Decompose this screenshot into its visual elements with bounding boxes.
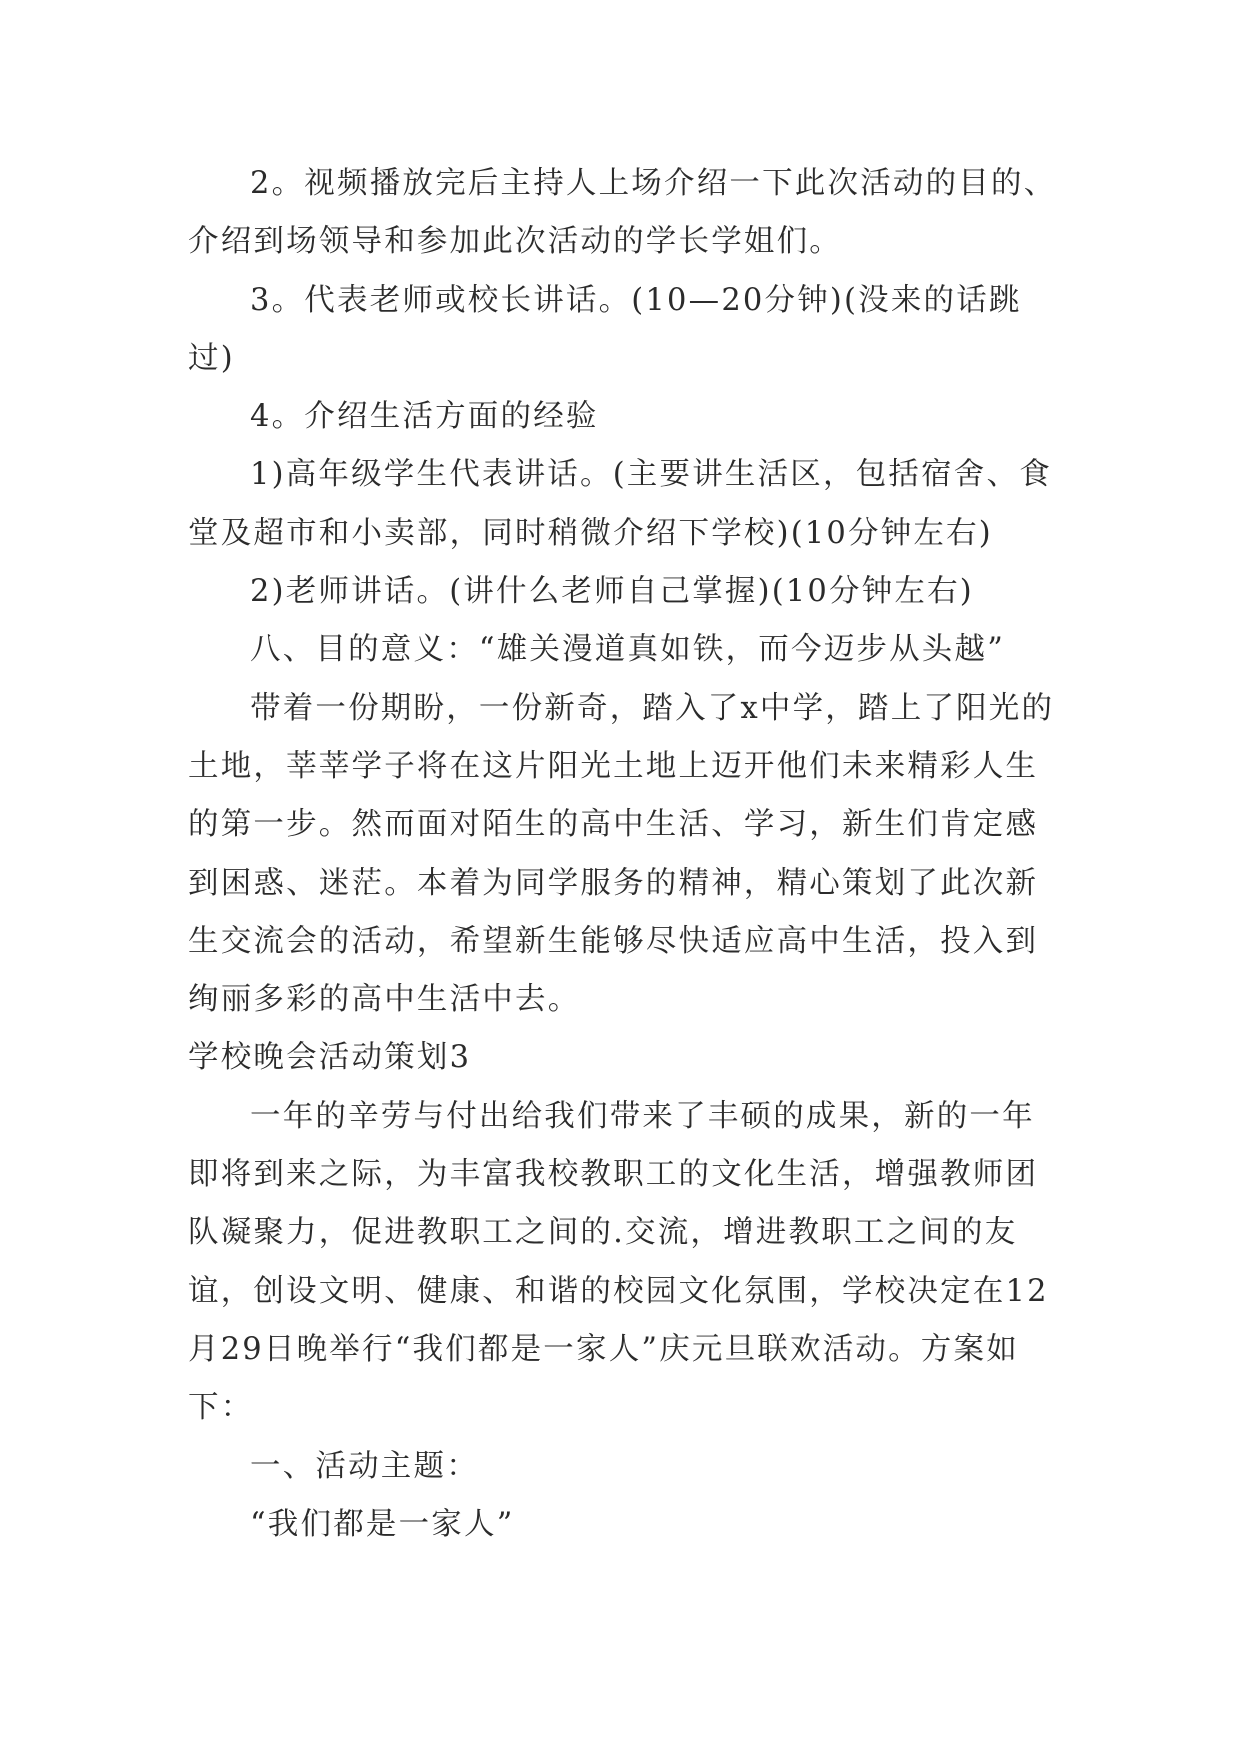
paragraph-theme-heading: 一、活动主题：	[250, 1448, 479, 1484]
paragraph-senior-student-speech: 1)高年级学生代表讲话。(主要讲生活区，包括宿舍、食堂及超市和小卖部，同时稍微介绍下学校)(10分钟左右)	[188, 457, 1052, 551]
paragraph-life-experience: 4。介绍生活方面的经验	[250, 399, 599, 435]
section-title: 学校晚会活动策划3	[188, 1040, 472, 1076]
paragraph-video-host-intro: 2。视频播放完后主持人上场介绍一下此次活动的目的、介绍到场领导和参加此次活动的学长学姐们。	[188, 166, 1057, 260]
paragraph-theme-value: “我们都是一家人”	[250, 1506, 515, 1542]
paragraph-purpose-body: 带着一份期盼，一份新奇，踏入了x中学，踏上了阳光的土地，莘莘学子将在这片阳光土地上迈开他们未来精彩人生的第一步。然而面对陌生的高中生活、学习，新生们肯定感到困惑、迷茫。本着为同学服务的精神，精心策划了此次新生交流会的活动，希望新生能够尽快适应高中生活，投入到绚丽多彩的高中生活中去。	[188, 690, 1055, 1018]
paragraph-teacher-talk: 2)老师讲话。(讲什么老师自己掌握)(10分钟左右)	[250, 574, 974, 610]
document-body	[188, 155, 1058, 1554]
paragraph-teacher-speech: 3。代表老师或校长讲话。(10—20分钟)(没来的话跳过)	[188, 282, 1022, 376]
paragraph-purpose-heading: 八、目的意义：“雄关漫道真如铁，而今迈步从头越”	[250, 632, 1005, 668]
paragraph-plan-intro: 一年的辛劳与付出给我们带来了丰硕的成果，新的一年即将到来之际，为丰富我校教职工的文化生活，增强教师团队凝聚力，促进教职工之间的.交流，增进教职工之间的友谊，创设文明、健康、和谐的校园文化氛围，学校决定在12月29日晚举行“我们都是一家人”庆元旦联欢活动。方案如下：	[188, 1098, 1049, 1426]
